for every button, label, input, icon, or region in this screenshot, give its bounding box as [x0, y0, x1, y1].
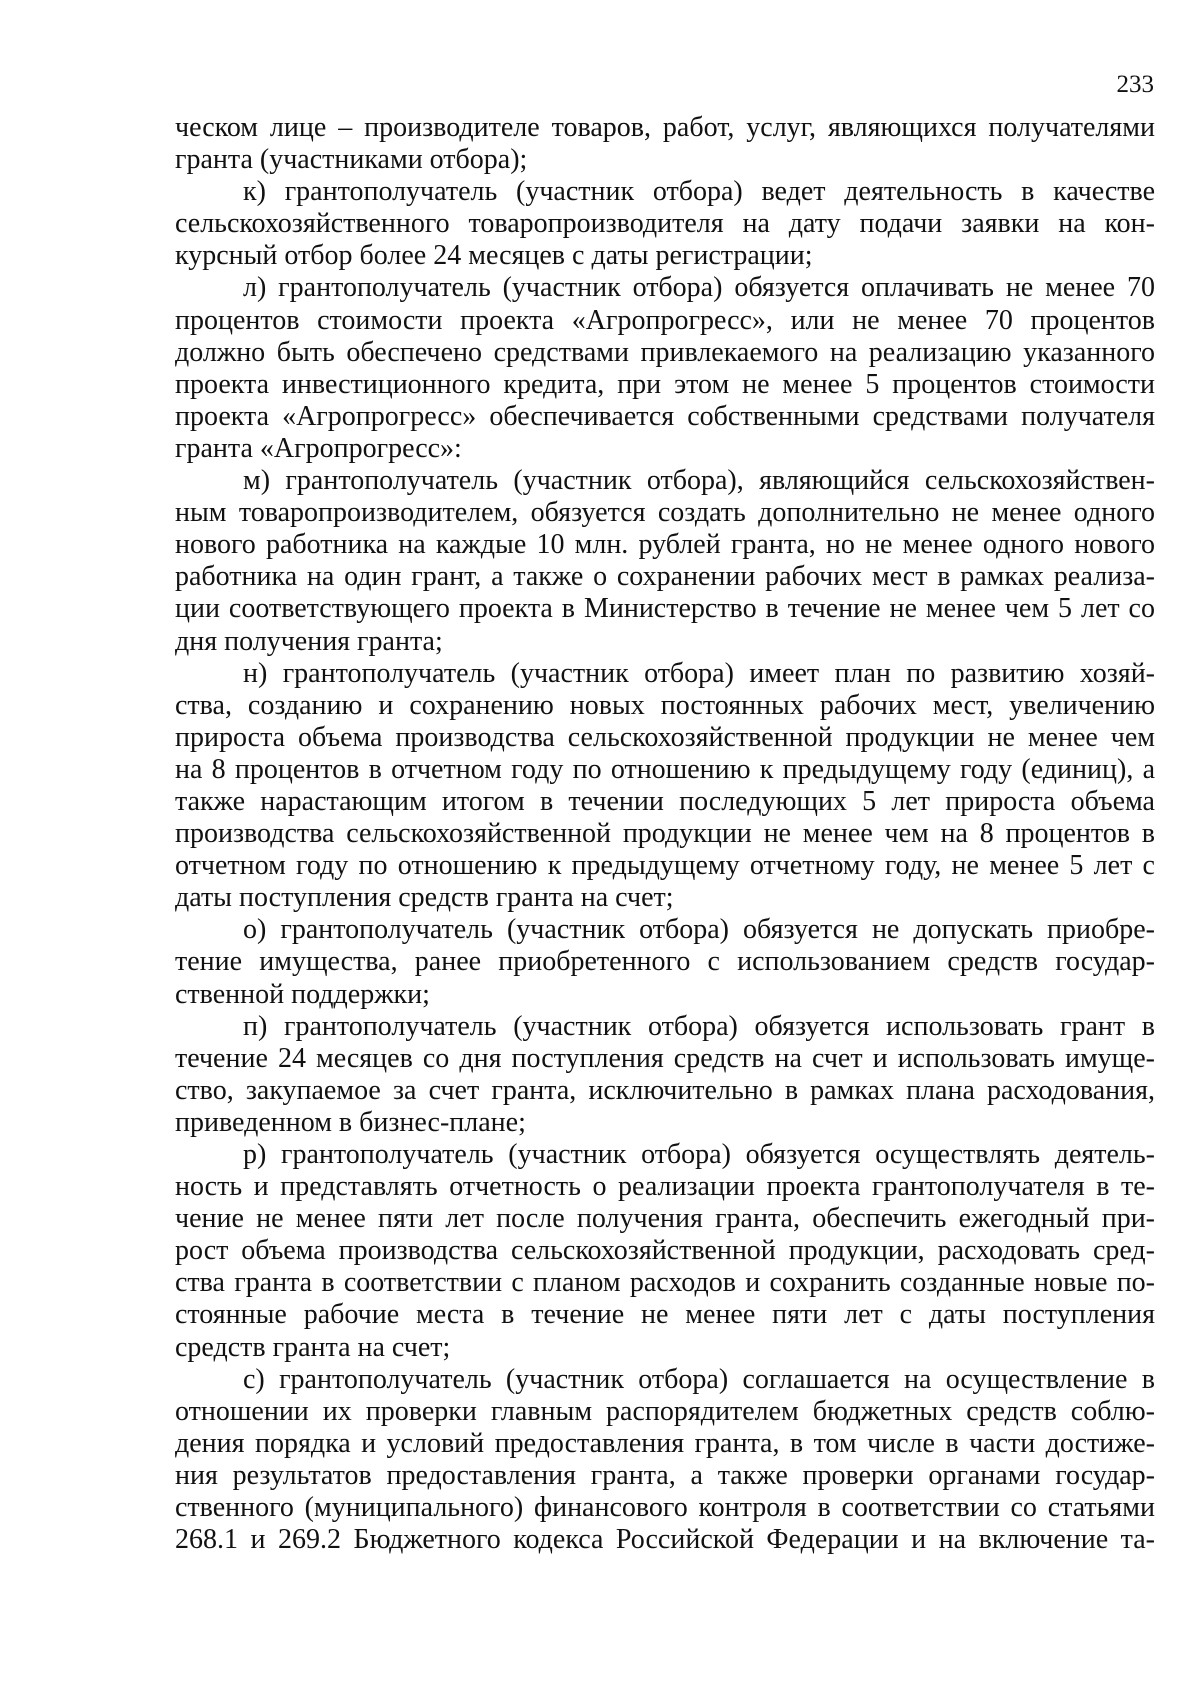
text-line: чение не менее пяти лет после получения гранта, обеспечить ежегодный при- [175, 1203, 1155, 1235]
text-line: должно быть обеспечено средствами привлекаемого на реализацию указанного [175, 336, 1155, 368]
text-line: работника на один грант, а также о сохранении рабочих мест в рамках реализа- [175, 561, 1155, 593]
text-line: стоянные рабочие места в течение не менее пяти лет с даты поступления [175, 1299, 1155, 1331]
body-text [175, 112, 1155, 1556]
text-line: проекта «Агропрогресс» обеспечивается собственными средствами получателя [175, 400, 1155, 432]
text-line: с) грантополучатель (участник отбора) соглашается на осуществление в [243, 1363, 1155, 1395]
text-line: гранта «Агропрогресс»: [175, 432, 462, 464]
text-line: приведенном в бизнес-плане; [175, 1106, 526, 1138]
text-line: о) грантополучатель (участник отбора) обязуется не допускать приобре- [243, 914, 1155, 946]
text-line: тение имущества, ранее приобретенного с использованием средств государ- [175, 946, 1155, 978]
text-line: средств гранта на счет; [175, 1331, 451, 1363]
text-line: м) грантополучатель (участник отбора), являющийся сельскохозяйствен- [243, 465, 1155, 497]
text-line: л) грантополучатель (участник отбора) обязуется оплачивать не менее 70 [243, 272, 1155, 304]
text-line: ства гранта в соответствии с планом расходов и сохранить созданные новые по- [175, 1267, 1155, 1299]
text-line: ность и представлять отчетность о реализации проекта грантополучателя в те- [175, 1171, 1155, 1203]
text-line: дня получения гранта; [175, 625, 443, 657]
text-line: ния результатов предоставления гранта, а также проверки органами государ- [175, 1459, 1155, 1491]
text-line: на 8 процентов в отчетном году по отношению к предыдущему году (единиц), а [175, 753, 1155, 785]
text-line: н) грантополучатель (участник отбора) имеет план по развитию хозяй- [243, 657, 1155, 689]
text-line: ства, созданию и сохранению новых постоянных рабочих мест, увеличению [175, 689, 1155, 721]
text-line: отчетном году по отношению к предыдущему отчетному году, не менее 5 лет с [175, 850, 1155, 882]
text-line: ственной поддержки; [175, 978, 430, 1010]
text-line: сельскохозяйственного товаропроизводителя на дату подачи заявки на кон- [175, 208, 1155, 240]
text-line: ции соответствующего проекта в Министерство в течение не менее чем 5 лет со [175, 593, 1155, 625]
text-line: проекта инвестиционного кредита, при этом не менее 5 процентов стоимости [175, 368, 1155, 400]
text-line: 268.1 и 269.2 Бюджетного кодекса Российской Федерации и на включение та- [175, 1524, 1155, 1556]
text-line: курсный отбор более 24 месяцев с даты регистрации; [175, 240, 813, 272]
text-line: даты поступления средств гранта на счет; [175, 882, 674, 914]
text-line: ство, закупаемое за счет гранта, исключительно в рамках плана расходования, [175, 1074, 1155, 1106]
text-line: производства сельскохозяйственной продукции не менее чем на 8 процентов в [175, 818, 1155, 850]
text-line: процентов стоимости проекта «Агропрогресс», или не менее 70 процентов [175, 304, 1155, 336]
page-number: 233 [1116, 71, 1154, 98]
text-line: нового работника на каждые 10 млн. рублей гранта, но не менее одного нового [175, 529, 1155, 561]
text-line: также нарастающим итогом в течении последующих 5 лет прироста объема [175, 785, 1155, 817]
text-line: ческом лице – производителе товаров, работ, услуг, являющихся получателями [175, 112, 1155, 143]
text-line: п) грантополучатель (участник отбора) обязуется использовать грант в [243, 1010, 1155, 1042]
text-line: р) грантополучатель (участник отбора) обязуется осуществлять деятель- [243, 1139, 1155, 1170]
text-line: прироста объема производства сельскохозяйственной продукции не менее чем [175, 721, 1155, 753]
text-line: отношении их проверки главным распорядителем бюджетных средств соблю- [175, 1395, 1155, 1427]
text-line: ным товаропроизводителем, обязуется создать дополнительно не менее одного [175, 497, 1155, 529]
text-line: рост объема производства сельскохозяйственной продукции, расходовать сред- [175, 1235, 1155, 1267]
text-line: течение 24 месяцев со дня поступления средств на счет и использовать имуще- [175, 1042, 1155, 1074]
text-line: гранта (участниками отбора); [175, 144, 528, 176]
text-line: дения порядка и условий предоставления гранта, в том числе в части достиже- [175, 1427, 1155, 1459]
text-line: ственного (муниципального) финансового контроля в соответствии со статьями [175, 1492, 1155, 1524]
text-line: к) грантополучатель (участник отбора) ведет деятельность в качестве [243, 176, 1155, 208]
